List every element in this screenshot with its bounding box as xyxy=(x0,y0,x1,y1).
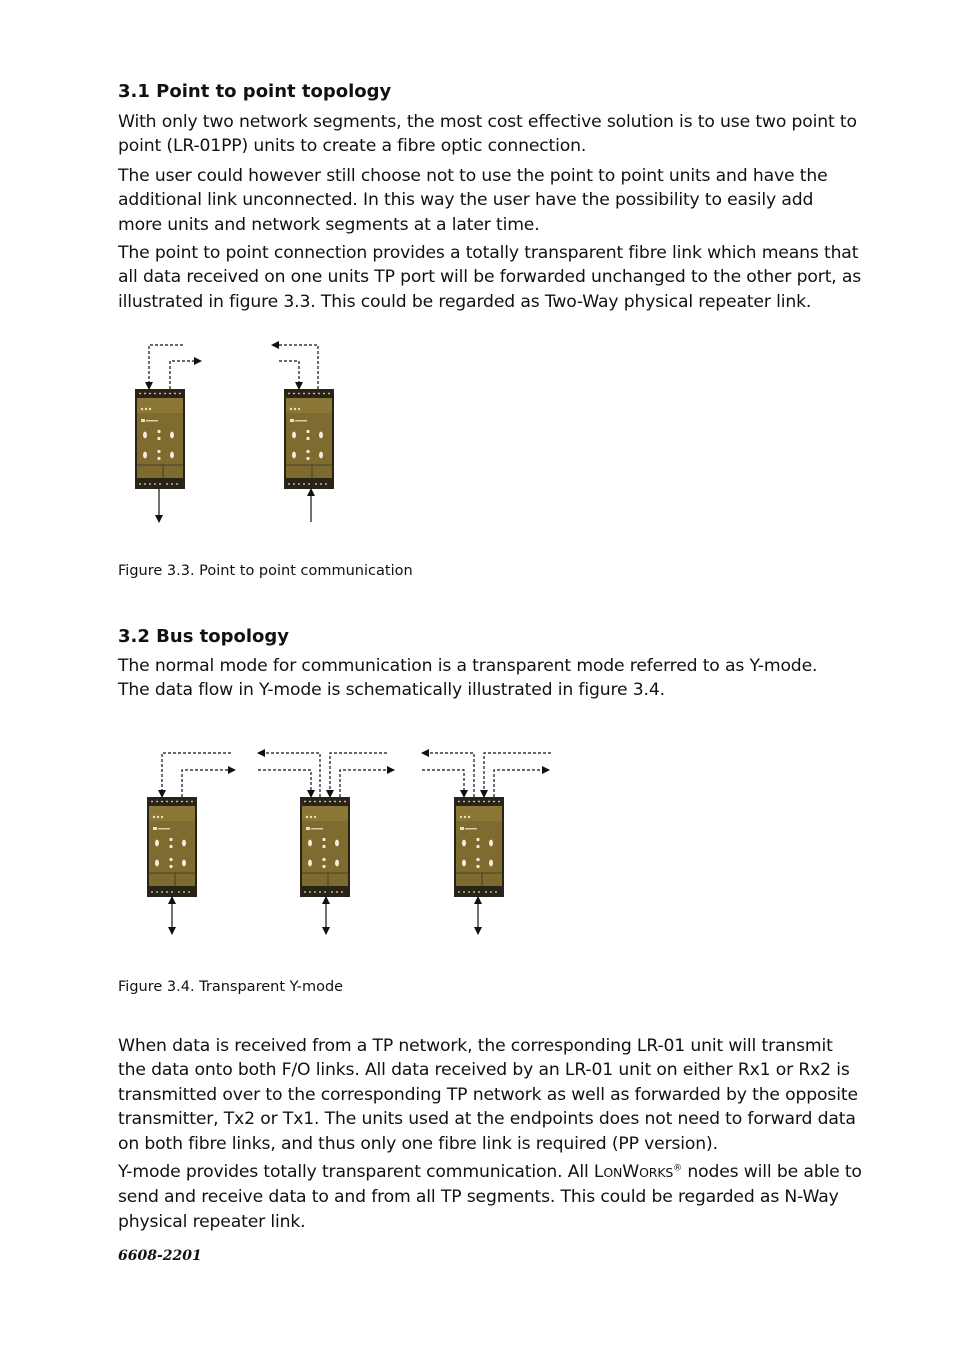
lr01-device-left xyxy=(135,389,185,489)
document-number: 6608-2201 xyxy=(118,1248,202,1264)
paragraph-6: Y-mode provides totally transparent communication. All LONWORKS® nodes will be able to send and receive data to and from all TP segments. This could be regarded as N-Way physical repeater link. xyxy=(118,1162,862,1232)
lonworks-brand: LONWORKS® xyxy=(593,1162,683,1182)
paragraph-3: The point to point connection provides a totally transparent fibre link which means that all data received on one units TP port will be forwarded unchanged to the other port, as illustrated in figure 3.3. This could be regarded as Two-Way physical repeater link. xyxy=(118,243,862,312)
figure-3-4 xyxy=(147,753,551,934)
paragraph-5: When data is received from a TP network, the corresponding LR-01 unit will transmit the data onto both F/O links. All data received by an LR-01 unit on either Rx1 or Rx2 is transmitted over to the corresponding TP network as well as forwarded by the opposite transmitter, Tx2 or Tx1. The units used at the endpoints does not need to forward data on both fibre links, and thus only one fibre link is required (PP version). xyxy=(118,1036,858,1154)
lr01-device-1 xyxy=(147,797,197,897)
paragraph-1: With only two network segments, the most cost effective solution is to use two point to point (LR-01PP) units to create a fibre optic connection. xyxy=(118,112,857,157)
paragraph-2: The user could however still choose not to use the point to point units and have the additional link unconnected. In this way the user have the possibility to easily add more units and network segments at a later time. xyxy=(118,166,828,235)
lr01-device-2 xyxy=(300,797,350,897)
figure-3-3 xyxy=(135,345,334,522)
figure-3-4-caption: Figure 3.4. Transparent Y-mode xyxy=(118,979,344,995)
paragraph-4: The normal mode for communication is a transparent mode referred to as Y-mode. The data flow in Y-mode is schematically illustrated in figure 3.4. xyxy=(118,656,818,701)
section-heading-bus-topology: 3.2 Bus topology xyxy=(118,626,290,647)
lr01-device-3 xyxy=(454,797,504,897)
figure-3-3-caption: Figure 3.3. Point to point communication xyxy=(118,563,413,579)
lr01-device-right xyxy=(284,389,334,489)
section-heading-point-to-point: 3.1 Point to point topology xyxy=(118,81,392,102)
